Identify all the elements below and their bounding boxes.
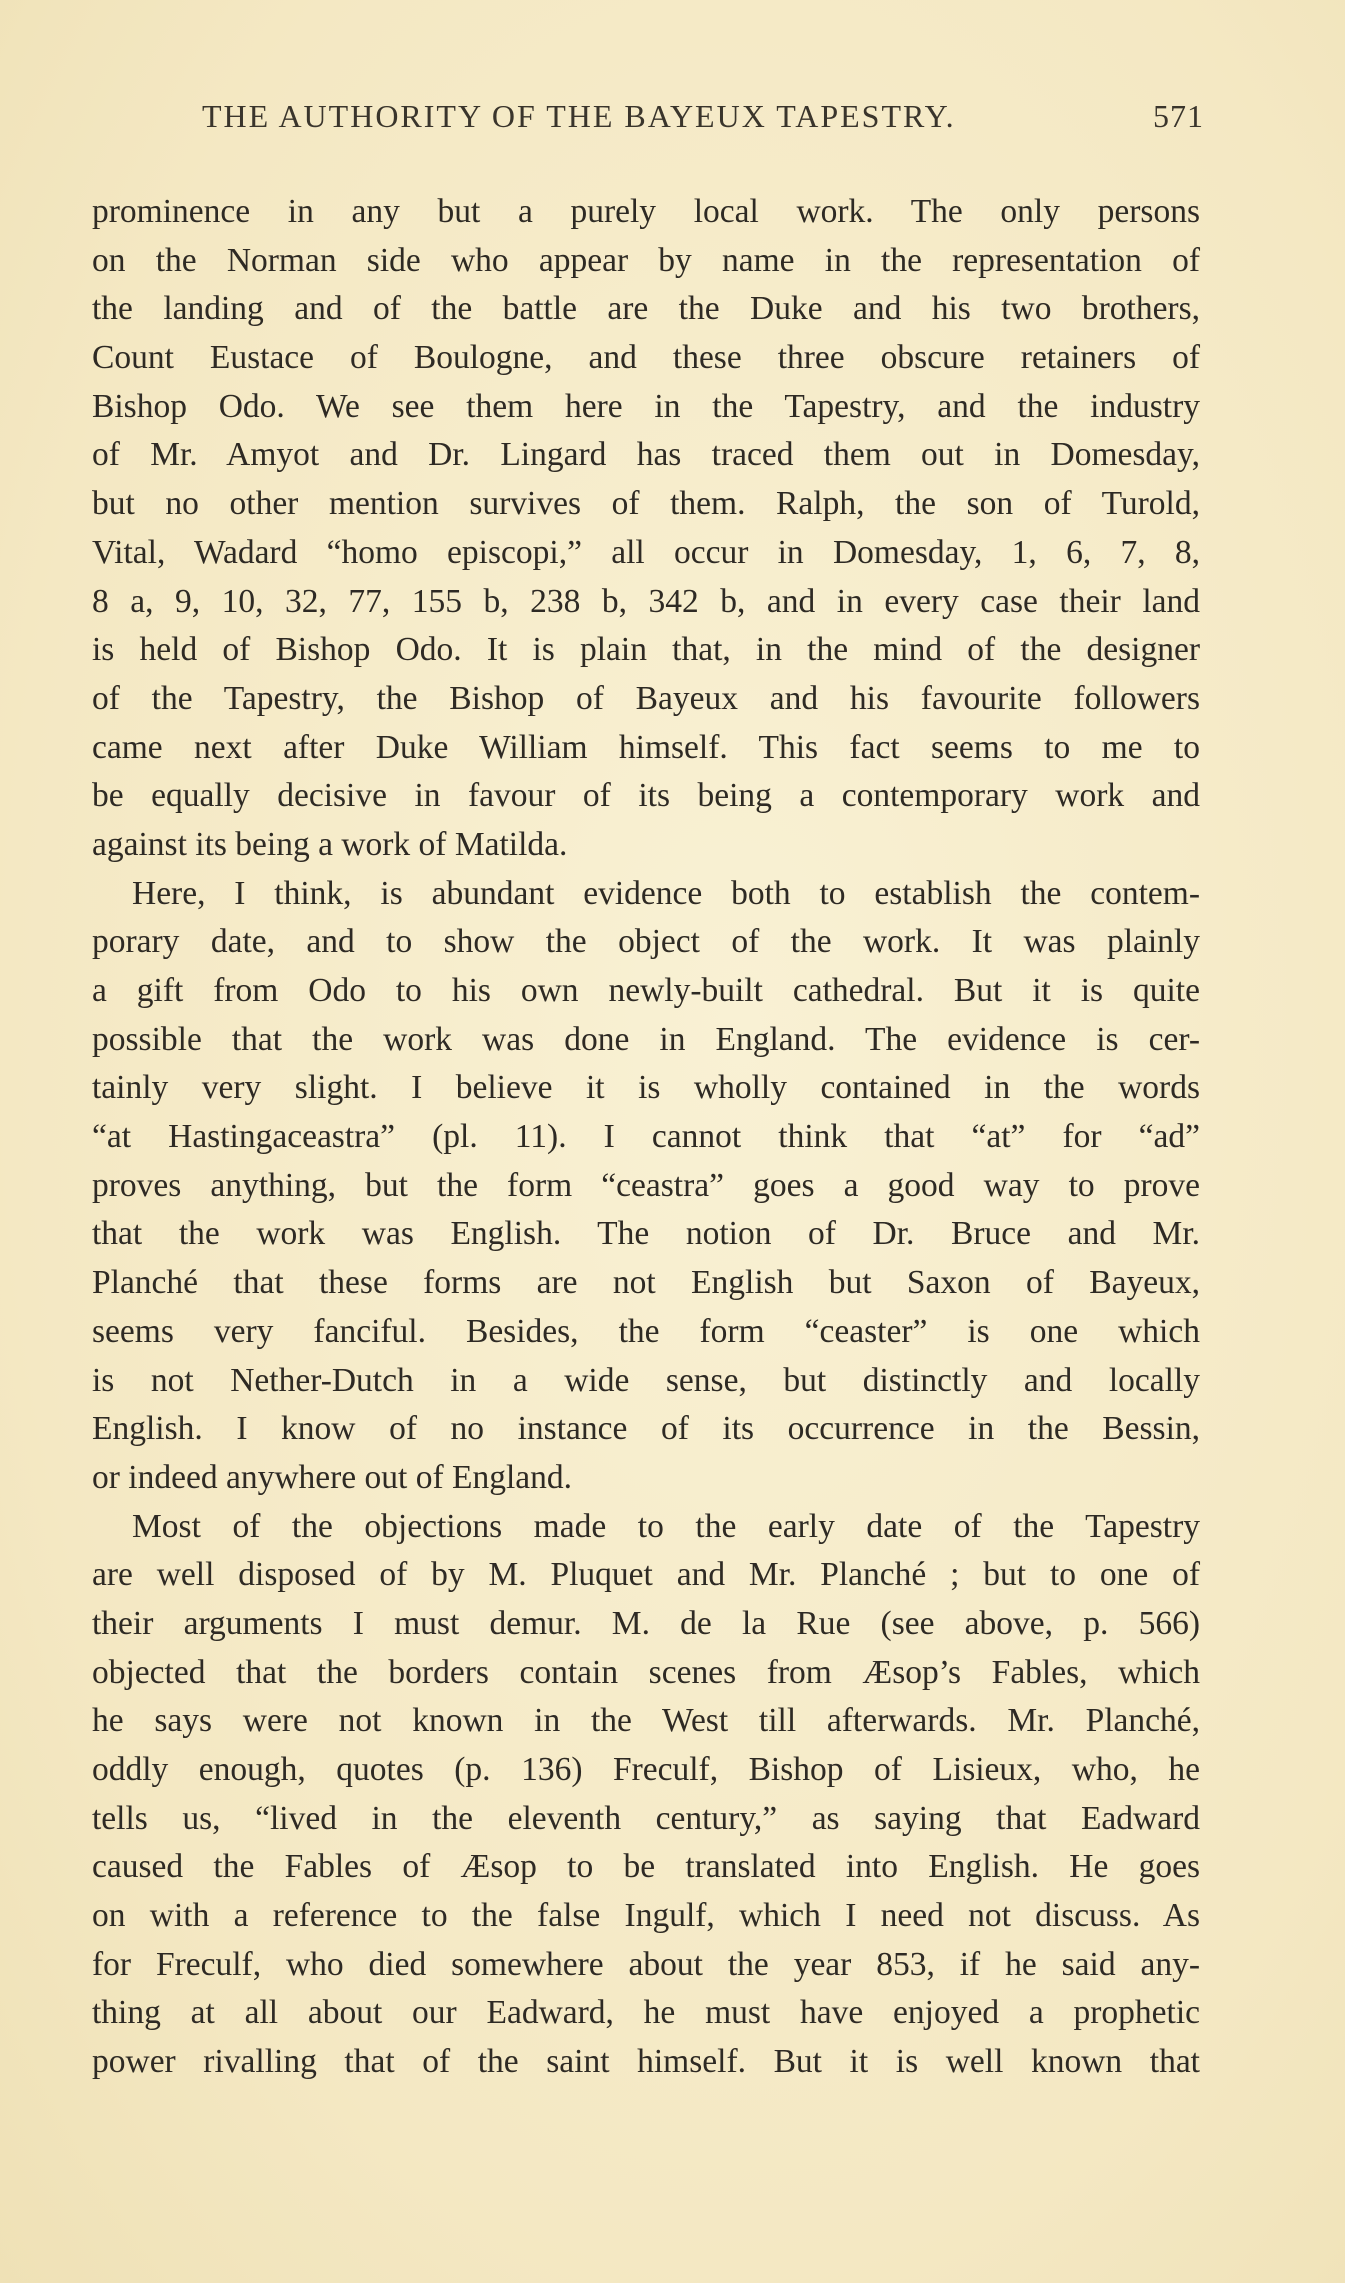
text-line: porary date, and to show the object of the work. It was plainly <box>92 923 1200 961</box>
text-line: Count Eustace of Boulogne, and these three obscure retainers of <box>92 339 1200 377</box>
body-text <box>92 188 1200 2087</box>
text-line: a gift from Odo to his own newly-built cathedral. But it is quite <box>92 972 1200 1009</box>
text-line: are well disposed of by M. Pluquet and Mr. Planché ; but to one of <box>92 1556 1200 1594</box>
text-line: 8 a, 9, 10, 32, 77, 155 b, 238 b, 342 b, and in every case their land <box>92 582 1200 620</box>
paragraph-start-line: Here, I think, is abundant evidence both to establish the contem- <box>132 874 1200 912</box>
text-line: seems very fanciful. Besides, the form “ceaster” is one which <box>92 1312 1200 1350</box>
text-line: of the Tapestry, the Bishop of Bayeux and his favourite followers <box>92 679 1200 717</box>
running-head <box>92 92 1204 142</box>
text-line: thing at all about our Eadward, he must have enjoyed a prophetic <box>92 1994 1200 2032</box>
page-number: 571 <box>1153 98 1204 134</box>
text-line: oddly enough, quotes (p. 136) Freculf, Bishop of Lisieux, who, he <box>92 1751 1200 1788</box>
text-line: English. I know of no instance of its occurrence in the Bessin, <box>92 1410 1200 1448</box>
text-line: of Mr. Amyot and Dr. Lingard has traced them out in Domesday, <box>92 436 1200 474</box>
text-line: Planché that these forms are not English but Saxon of Bayeux, <box>92 1264 1200 1302</box>
running-title: THE AUTHORITY OF THE BAYEUX TAPESTRY. <box>202 98 956 134</box>
text-line: tainly very slight. I believe it is wholly contained in the words <box>92 1069 1200 1107</box>
paragraph-start-line: Most of the objections made to the early date of the Tapestry <box>132 1507 1200 1545</box>
text-line: the landing and of the battle are the Duke and his two brothers, <box>92 290 1200 328</box>
text-line: caused the Fables of Æsop to be translated into English. He goes <box>92 1848 1200 1886</box>
text-line: is not Nether-Dutch in a wide sense, but distinctly and locally <box>92 1361 1200 1399</box>
text-line: that the work was English. The notion of Dr. Bruce and Mr. <box>92 1215 1200 1253</box>
text-line: “at Hastingaceastra” (pl. 11). I cannot think that “at” for “ad” <box>92 1118 1200 1156</box>
text-line: power rivalling that of the saint himself. But it is well known that <box>92 2043 1200 2081</box>
text-line: tells us, “lived in the eleventh century,” as saying that Eadward <box>92 1799 1200 1837</box>
text-line: came next after Duke William himself. This fact seems to me to <box>92 728 1200 766</box>
text-line: Vital, Wadard “homo episcopi,” all occur in Domesday, 1, 6, 7, 8, <box>92 533 1200 571</box>
text-line: Bishop Odo. We see them here in the Tapestry, and the industry <box>92 387 1200 425</box>
text-line: their arguments I must demur. M. de la Rue (see above, p. 566) <box>92 1604 1200 1642</box>
text-line: is held of Bishop Odo. It is plain that, in the mind of the designer <box>92 631 1200 669</box>
text-line: on the Norman side who appear by name in the representation of <box>92 241 1200 279</box>
paragraph-end-line: against its being a work of Matilda. <box>92 825 568 863</box>
text-line: proves anything, but the form “ceastra” goes a good way to prove <box>92 1166 1200 1204</box>
text-line: possible that the work was done in England. The evidence is cer- <box>92 1020 1200 1058</box>
text-line: he says were not known in the West till afterwards. Mr. Planché, <box>92 1702 1200 1740</box>
paragraph-end-line: or indeed anywhere out of England. <box>92 1458 573 1496</box>
book-page <box>92 92 1204 2087</box>
text-line: objected that the borders contain scenes from Æsop’s Fables, which <box>92 1653 1200 1691</box>
text-line: on with a reference to the false Ingulf, which I need not discuss. As <box>92 1897 1200 1935</box>
text-line: prominence in any but a purely local work. The only persons <box>92 193 1200 230</box>
text-line: be equally decisive in favour of its being a contemporary work and <box>92 777 1200 815</box>
text-line: for Freculf, who died somewhere about the year 853, if he said any- <box>92 1945 1200 1983</box>
text-line: but no other mention survives of them. Ralph, the son of Turold, <box>92 485 1200 523</box>
